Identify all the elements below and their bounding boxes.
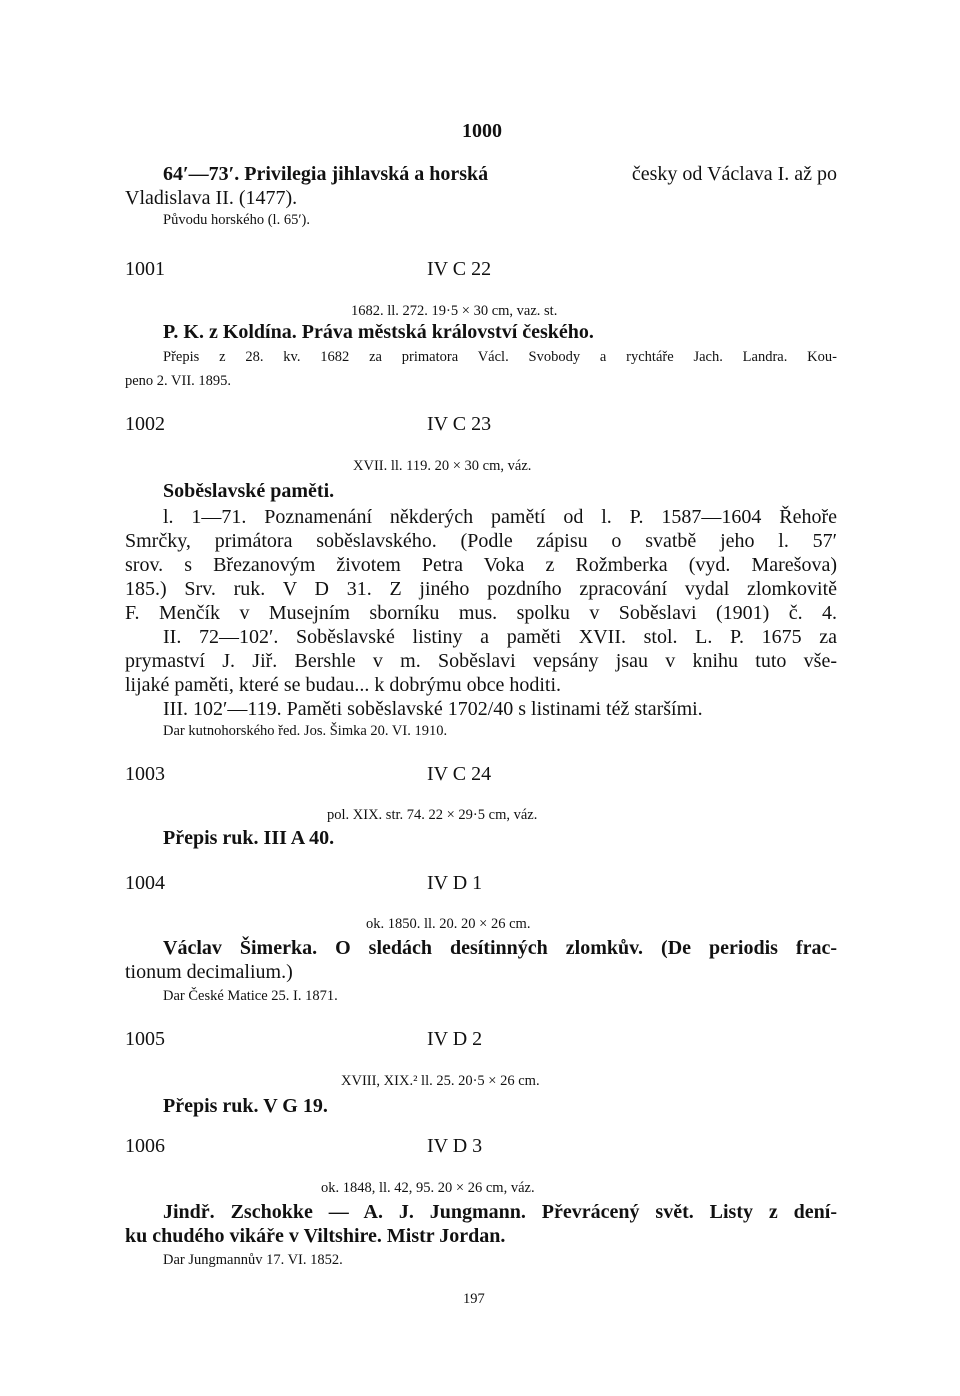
- entry-number: 1001: [125, 258, 165, 280]
- manuscript-title: Václav Šimerka. O sledách desítinných zlomkův. (De periodis frac-: [163, 937, 837, 959]
- physical-description: ok. 1850. ll. 20. 20 × 26 cm.: [366, 916, 531, 932]
- content-paragraph-line: II. 72—102′. Soběslavské listiny a paměti XVII. stol. L. P. 1675 za: [163, 626, 837, 648]
- content-paragraph-line: III. 102′—119. Paměti soběslavské 1702/40 s listinami též staršími.: [163, 698, 703, 720]
- manuscript-title: tionum decimalium.): [125, 961, 293, 983]
- entry-title-part: 64′—73′. Privilegia jihlavská a horská: [163, 163, 489, 185]
- shelf-signature: IV D 3: [427, 1135, 483, 1157]
- provenance-note: peno 2. VII. 1895.: [125, 373, 232, 389]
- donation-note: Dar kutnohorského řed. Jos. Šimka 20. VI. 1910.: [163, 723, 448, 739]
- page-number: 197: [463, 1291, 485, 1307]
- manuscript-title: ku chudého vikáře v Viltshire. Mistr Jordan.: [125, 1225, 506, 1247]
- donation-note: Dar Jungmannův 17. VI. 1852.: [163, 1252, 343, 1268]
- physical-description: XVII. ll. 119. 20 × 30 cm, váz.: [353, 458, 532, 474]
- provenance-note: Původu horského (l. 65′).: [163, 212, 310, 228]
- shelf-signature: IV C 24: [427, 763, 492, 785]
- content-paragraph-line: lijaké paměti, které se budau... k dobrýmu obce hoditi.: [125, 674, 561, 696]
- shelf-signature: IV C 22: [427, 258, 492, 280]
- content-paragraph-line: Smrčky, primátora soběslavského. (Podle zápisu o svatbě jeho l. 57′: [125, 530, 837, 552]
- content-paragraph-line: 185.) Srv. ruk. V D 31. Z jiného pozdního zpracování vydal zlomkovitě: [125, 578, 837, 600]
- content-paragraph-line: F. Menčík v Musejním sborníku mus. spolku v Soběslavi (1901) č. 4.: [125, 602, 837, 624]
- content-paragraph-line: prymaství J. Jiř. Bershle v m. Soběslavi vepsány jsau v knihu tuto vše-: [125, 650, 837, 672]
- manuscript-title: P. K. z Koldína. Práva městská království českého.: [163, 321, 594, 343]
- entry-number: 1003: [125, 763, 165, 785]
- provenance-note: Přepis z 28. kv. 1682 za primatora Václ. Svobody a rychtáře Jach. Landra. Kou-: [163, 349, 837, 365]
- manuscript-title: Jindř. Zschokke — A. J. Jungmann. Převrácený svět. Listy z dení-: [163, 1201, 837, 1223]
- entry-number: 1002: [125, 413, 165, 435]
- entry-text-part: česky od Václava I. až po: [631, 163, 837, 185]
- physical-description: pol. XIX. str. 74. 22 × 29·5 cm, váz.: [327, 807, 538, 823]
- shelf-signature: IV D 2: [427, 1028, 483, 1050]
- entry-number: 1000: [462, 120, 502, 142]
- donation-note: Dar České Matice 25. I. 1871.: [163, 988, 338, 1004]
- content-paragraph-line: l. 1—71. Poznamenání někderých pamětí od l. P. 1587—1604 Řehoře: [163, 506, 837, 528]
- content-paragraph-line: srov. s Březanovým životem Petra Voka z Rožmberka (vyd. Marešova): [125, 554, 837, 576]
- manuscript-title: Přepis ruk. III A 40.: [163, 827, 335, 849]
- physical-description: XVIII, XIX.² ll. 25. 20·5 × 26 cm.: [341, 1073, 540, 1089]
- shelf-signature: IV D 1: [427, 872, 483, 894]
- entry-number: 1006: [125, 1135, 165, 1157]
- entry-text-line: [163, 164, 837, 184]
- shelf-signature: IV C 23: [427, 413, 492, 435]
- entry-text-line: Vladislava II. (1477).: [125, 187, 298, 209]
- entry-number: 1004: [125, 872, 165, 894]
- manuscript-title: Soběslavské paměti.: [163, 480, 335, 502]
- manuscript-title: Přepis ruk. V G 19.: [163, 1095, 328, 1117]
- physical-description: ok. 1848, ll. 42, 95. 20 × 26 cm, váz.: [321, 1180, 535, 1196]
- physical-description: 1682. ll. 272. 19·5 × 30 cm, vaz. st.: [351, 303, 558, 319]
- entry-number: 1005: [125, 1028, 165, 1050]
